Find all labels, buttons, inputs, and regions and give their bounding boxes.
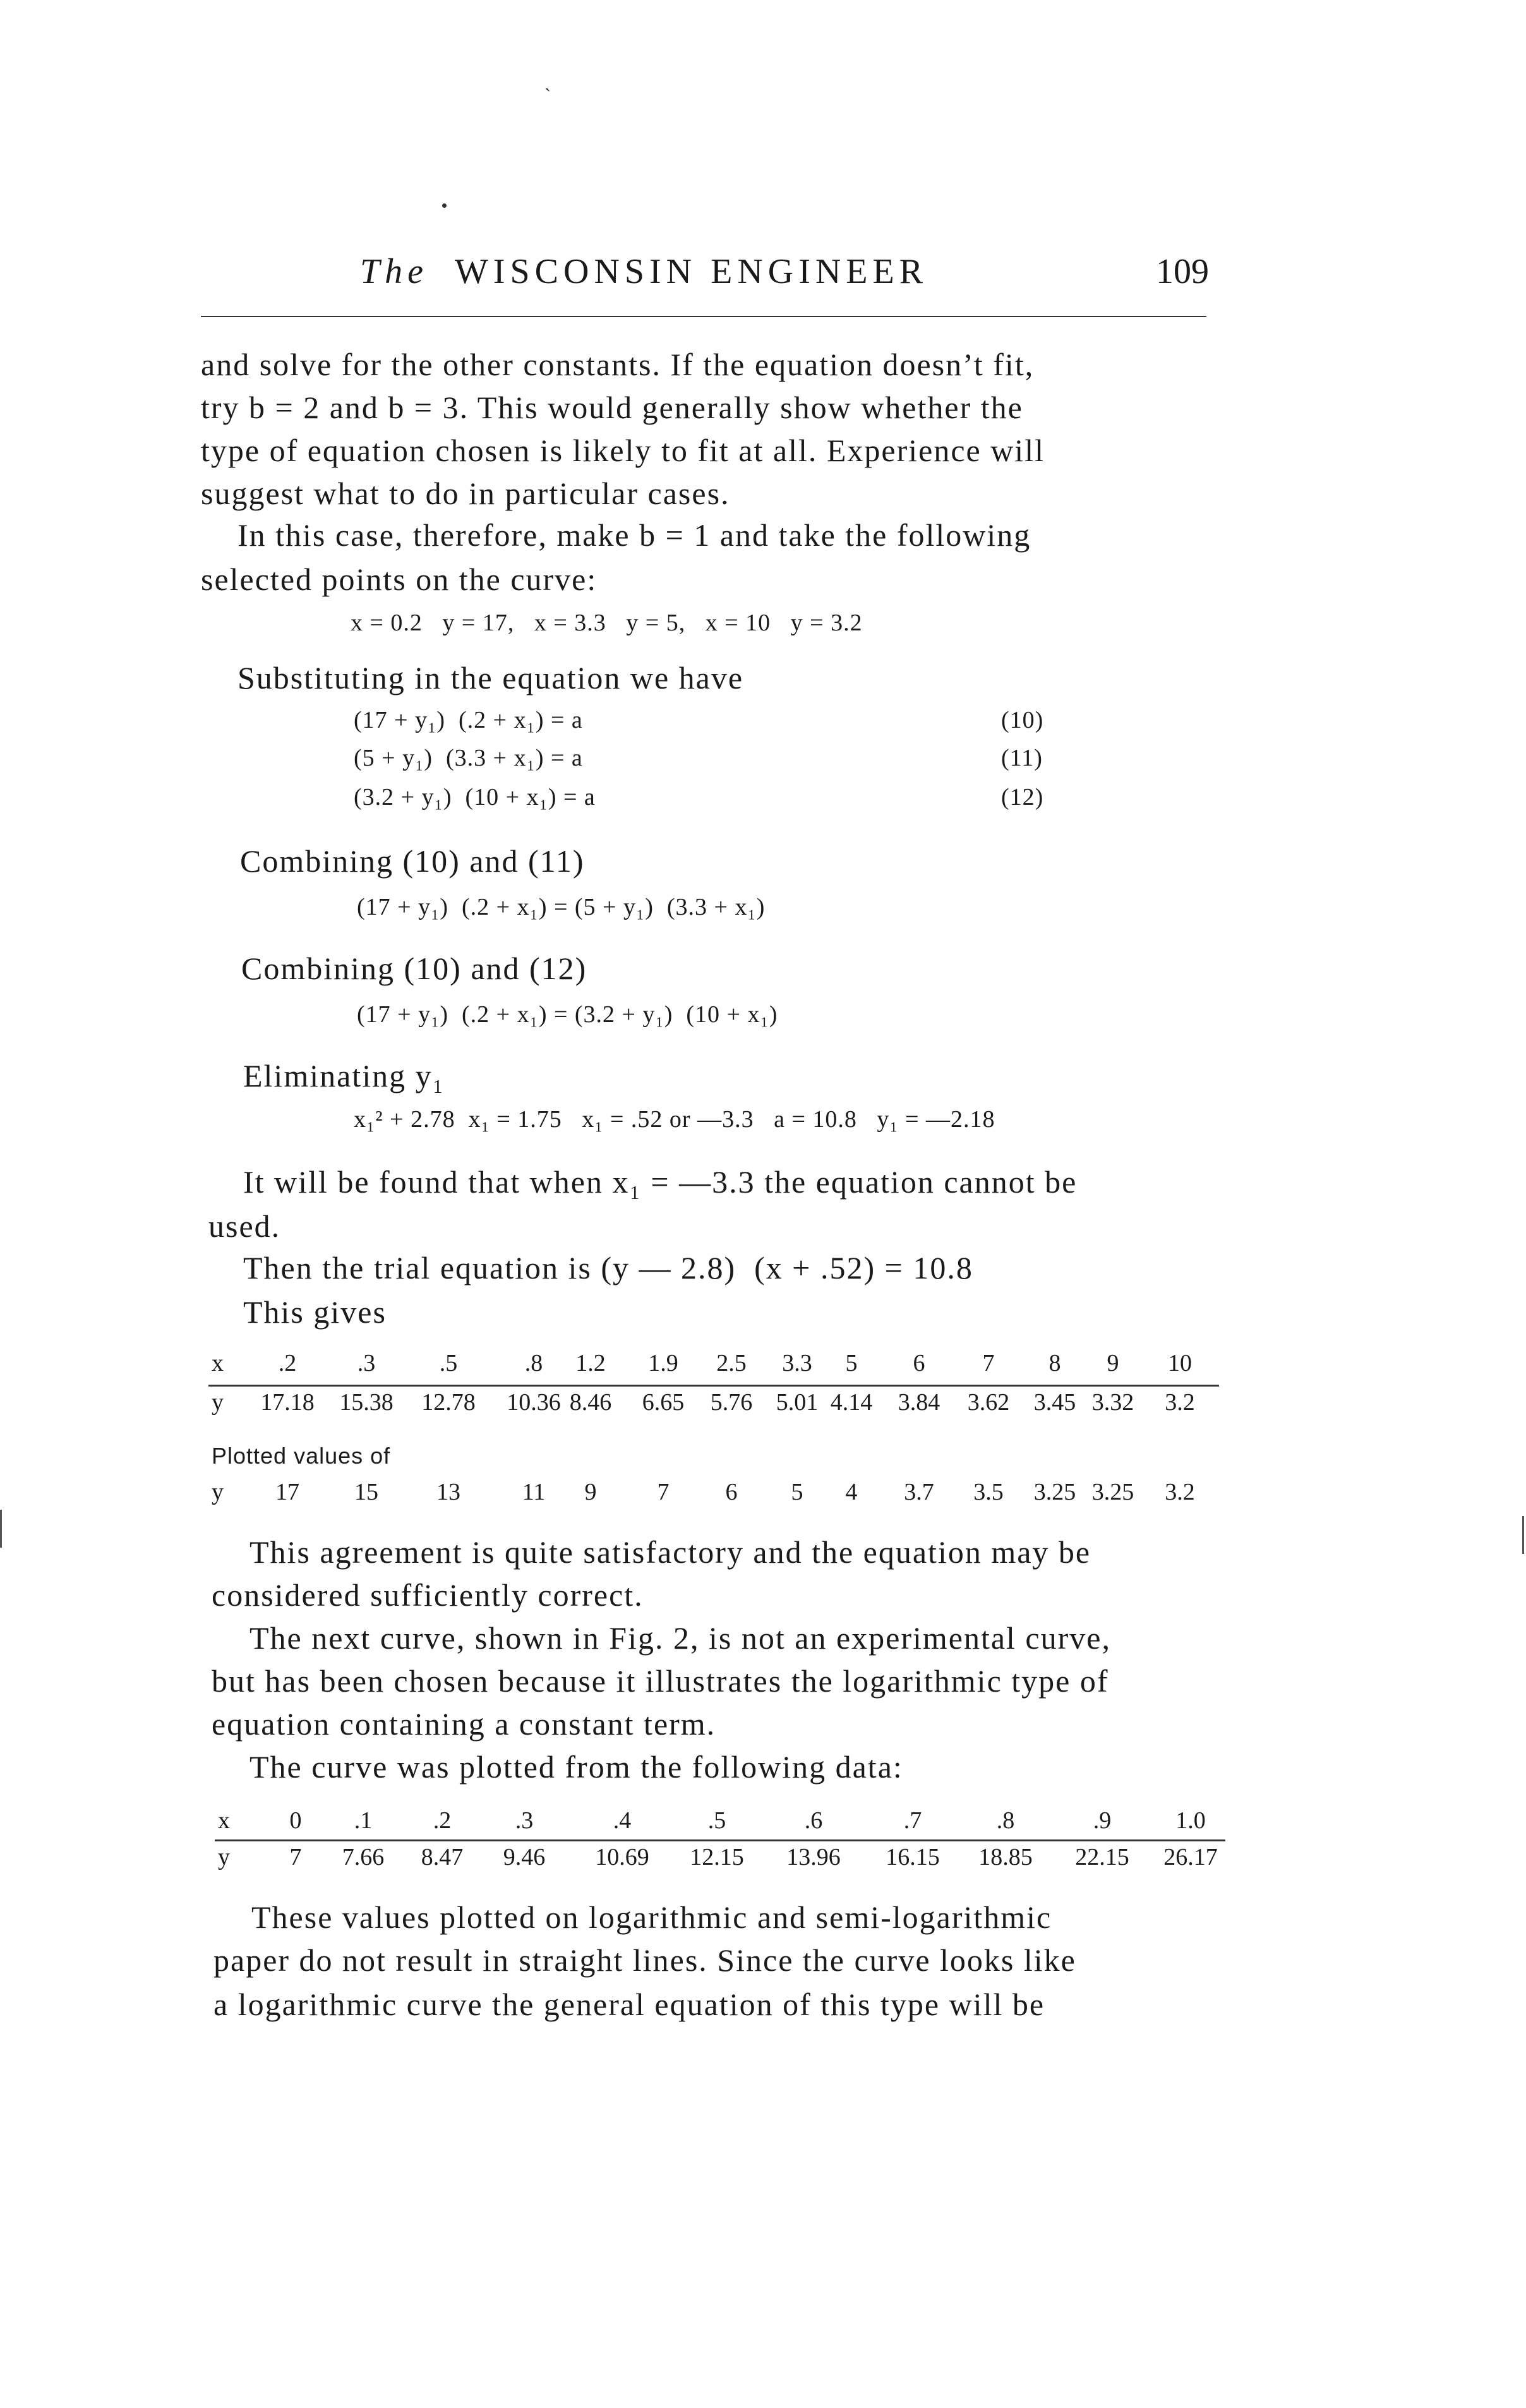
plotted-from-line: The curve was plotted from the following data: — [249, 1749, 903, 1785]
table-cell: .5 — [439, 1350, 458, 1376]
table-1-rule — [208, 1385, 1219, 1387]
table-cell: 5 — [845, 1350, 858, 1376]
table-cell: 7.66 — [342, 1844, 385, 1870]
table-cell: 7 — [657, 1479, 670, 1505]
table-cell: 3.7 — [904, 1479, 934, 1505]
table-1-plotted-y-label: y — [212, 1479, 224, 1505]
equation-12: (3.2 + y₁) (10 + x₁) = a — [354, 784, 596, 810]
table-cell: 7 — [289, 1844, 302, 1870]
equation-11-number: (11) — [1001, 745, 1043, 771]
table-cell: 3.2 — [1165, 1389, 1195, 1416]
text-line: type of equation chosen is likely to fit at all. Experience will — [201, 433, 1045, 468]
table-cell: 4.14 — [830, 1389, 873, 1416]
table-2-rule — [215, 1839, 1225, 1841]
table-cell: 3.2 — [1165, 1479, 1195, 1505]
text-line: used. — [208, 1208, 281, 1244]
text-line: selected points on the curve: — [201, 562, 598, 597]
table-2-x-label: x — [218, 1807, 230, 1834]
table-cell: 10.36 — [507, 1389, 561, 1416]
left-edge-mark — [0, 1510, 2, 1548]
table-cell: 9 — [584, 1479, 597, 1505]
page-speck — [442, 203, 447, 208]
text-line: The next curve, shown in Fig. 2, is not an experimental curve, — [249, 1620, 1111, 1656]
text-line: try b = 2 and b = 3. This would generally show whether the — [201, 390, 1023, 425]
table-cell: 0 — [289, 1807, 302, 1834]
table-cell: 1.0 — [1175, 1807, 1206, 1834]
substituting-line: Substituting in the equation we have — [237, 660, 744, 695]
table-cell: .8 — [996, 1807, 1015, 1834]
table-1-x-label: x — [212, 1350, 224, 1376]
right-edge-mark — [1522, 1516, 1524, 1554]
text-line: considered sufficiently correct. — [212, 1577, 644, 1613]
combining-1-equation: (17 + y₁) (.2 + x₁) = (5 + y₁) (3.3 + x₁) — [357, 894, 766, 920]
table-cell: 12.78 — [421, 1389, 476, 1416]
table-cell: .7 — [903, 1807, 922, 1834]
text-line: It will be found that when x₁ = —3.3 the equation cannot be — [243, 1164, 1078, 1200]
equation-12-number: (12) — [1001, 784, 1044, 810]
text-line: This agreement is quite satisfactory and the equation may be — [249, 1534, 1091, 1570]
table-cell: 26.17 — [1163, 1844, 1218, 1870]
table-cell: 3.45 — [1033, 1389, 1076, 1416]
combining-2-equation: (17 + y₁) (.2 + x₁) = (3.2 + y₁) (10 + x₁) — [357, 1001, 778, 1028]
table-cell: 3.5 — [973, 1479, 1004, 1505]
header-title: WISCONSIN ENGINEER — [455, 252, 928, 291]
text-line: a logarithmic curve the general equation of this type will be — [213, 1987, 1045, 2022]
table-cell: 15 — [354, 1479, 378, 1505]
table-cell: 10 — [1168, 1350, 1192, 1376]
table-cell: 3.62 — [967, 1389, 1010, 1416]
table-cell: 9.46 — [503, 1844, 546, 1870]
table-cell: 5.01 — [776, 1389, 819, 1416]
table-cell: .1 — [354, 1807, 373, 1834]
header-title-italic: The — [360, 252, 428, 291]
table-cell: 2.5 — [716, 1350, 747, 1376]
table-cell: 8.46 — [569, 1389, 612, 1416]
table-cell: 7 — [982, 1350, 995, 1376]
table-cell: 8 — [1048, 1350, 1061, 1376]
table-cell: 16.15 — [886, 1844, 940, 1870]
table-cell: 1.9 — [648, 1350, 678, 1376]
table-cell: 3.84 — [898, 1389, 940, 1416]
table-cell: 22.15 — [1075, 1844, 1129, 1870]
table-cell: 6.65 — [642, 1389, 685, 1416]
table-cell: .9 — [1093, 1807, 1112, 1834]
text-line: These values plotted on logarithmic and semi-logarithmic — [251, 1899, 1052, 1935]
table-cell: 18.85 — [978, 1844, 1033, 1870]
trial-equation-line: Then the trial equation is (y — 2.8) (x + .52) = 10.8 — [243, 1250, 973, 1285]
page-number: 109 — [1156, 252, 1209, 291]
selected-points: x = 0.2 y = 17, x = 3.3 y = 5, x = 10 y = 3.2 — [351, 610, 863, 636]
table-cell: .3 — [515, 1807, 534, 1834]
table-cell: .2 — [433, 1807, 452, 1834]
table-cell: 11 — [522, 1479, 546, 1505]
plotted-values-caption: Plotted values of — [212, 1443, 391, 1469]
equation-10: (17 + y₁) (.2 + x₁) = a — [354, 707, 583, 733]
text-line: equation containing a constant term. — [212, 1706, 716, 1742]
this-gives-line: This gives — [243, 1294, 387, 1330]
table-cell: .5 — [707, 1807, 726, 1834]
running-header — [360, 251, 928, 292]
table-cell: 1.2 — [575, 1350, 606, 1376]
table-cell: 12.15 — [690, 1844, 744, 1870]
text-line: In this case, therefore, make b = 1 and take the following — [237, 517, 1031, 553]
page-speck-mark: ˏ — [544, 71, 551, 92]
table-cell: 5.76 — [710, 1389, 753, 1416]
table-cell: 8.47 — [421, 1844, 464, 1870]
text-line: suggest what to do in particular cases. — [201, 476, 730, 511]
table-cell: .4 — [613, 1807, 632, 1834]
table-cell: 6 — [725, 1479, 738, 1505]
equation-11: (5 + y₁) (3.3 + x₁) = a — [354, 745, 583, 771]
combining-2: Combining (10) and (12) — [241, 951, 587, 986]
table-cell: 10.69 — [595, 1844, 649, 1870]
table-cell: 5 — [791, 1479, 803, 1505]
text-line: and solve for the other constants. If the equation doesn’t fit, — [201, 347, 1035, 382]
table-cell: 17 — [275, 1479, 299, 1505]
table-2-y-label: y — [218, 1844, 230, 1870]
table-cell: 17.18 — [260, 1389, 315, 1416]
combining-1: Combining (10) and (11) — [240, 843, 585, 879]
table-1-y-label: y — [212, 1389, 224, 1416]
table-cell: .6 — [804, 1807, 823, 1834]
table-cell: 6 — [913, 1350, 925, 1376]
eliminating-equation: x₁² + 2.78 x₁ = 1.75 x₁ = .52 or —3.3 a = 10.8 y₁ = —2.18 — [354, 1106, 995, 1133]
table-cell: 4 — [845, 1479, 858, 1505]
text-line: paper do not result in straight lines. Since the curve looks like — [213, 1942, 1076, 1978]
text-line: but has been chosen because it illustrates the logarithmic type of — [212, 1663, 1109, 1699]
table-cell: .2 — [278, 1350, 297, 1376]
table-cell: 15.38 — [339, 1389, 394, 1416]
table-cell: 3.32 — [1091, 1389, 1134, 1416]
table-cell: 3.25 — [1091, 1479, 1134, 1505]
eliminating-line: Eliminating y₁ — [243, 1058, 445, 1093]
table-cell: .3 — [357, 1350, 376, 1376]
table-cell: 3.3 — [782, 1350, 812, 1376]
equation-10-number: (10) — [1001, 707, 1044, 733]
table-cell: .8 — [524, 1350, 543, 1376]
table-cell: 13.96 — [786, 1844, 841, 1870]
table-cell: 3.25 — [1033, 1479, 1076, 1505]
header-rule — [201, 316, 1206, 317]
table-cell: 9 — [1107, 1350, 1119, 1376]
table-cell: 13 — [436, 1479, 460, 1505]
